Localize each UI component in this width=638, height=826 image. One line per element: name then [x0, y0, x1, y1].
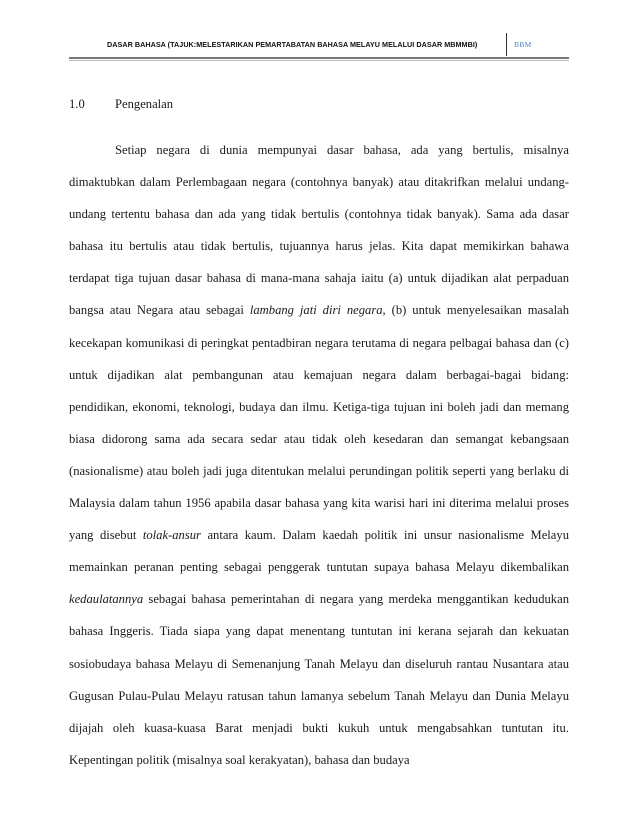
- section-number: 1.0: [69, 97, 85, 111]
- header-tag: BBM: [514, 40, 532, 49]
- section-title: Pengenalan: [115, 97, 174, 111]
- header-rule-thin: [69, 60, 569, 61]
- paragraph-text-3: antara kaum. Dalam kaedah politik ini unsur nasionalisme Melayu memainkan peranan penting sebagai penggerak tuntutan supaya bahasa Melayu dikembalikan: [69, 528, 569, 575]
- header-rule: [69, 57, 569, 59]
- section-heading: [69, 97, 173, 112]
- paragraph-text-1: Setiap negara di dunia mempunyai dasar bahasa, ada yang bertulis, misalnya dimaktubkan dalam Perlembagaan negara (contohnya banyak) atau ditakrifkan melalui undang-undang tertentu bahasa dan ada yang tidak bertulis (contohnya tidak banyak). Sama ada dasar bahasa itu bertulis atau tidak bertulis, tujuannya harus jelas. Kita dapat memikirkan bahawa terdapat tiga tujuan dasar bahasa di mana-mana sahaja iaitu (a) untuk dijadikan alat perpaduan bangsa atau Negara atau sebagai: [69, 143, 569, 318]
- emphasis-kedaulatannya: kedaulatannya: [69, 592, 144, 607]
- emphasis-lambang-jati-diri: lambang jati diri negara: [249, 303, 383, 318]
- body-paragraph: [69, 134, 569, 776]
- emphasis-tolak-ansur: tolak-ansur: [142, 528, 201, 543]
- page-header: [0, 0, 638, 70]
- header-separator: [506, 33, 507, 56]
- paragraph-text-2: , (b) untuk menyelesaikan masalah kecekapan komunikasi di peringkat pentadbiran negara terutama di negara pelbagai bahasa dan (c) untuk dijadikan alat pembangunan atau kemajuan negara dalam berbagai-bagai bidang: pendidikan, ekonomi, teknologi, budaya dan ilmu. Ketiga-tiga tujuan ini boleh jadi dan memang biasa didorong sama ada secara sedar atau tidak oleh kesedaran dan semangat kebangsaan (nasionalisme) atau boleh jadi juga ditentukan melalui perundingan politik seperti yang berlaku di Malaysia dalam tahun 1956 apabila dasar bahasa yang kita warisi hari ini diterima melalui proses yang disebut: [69, 303, 569, 543]
- header-title: DASAR BAHASA (TAJUK:MELESTARIKAN PEMARTABATAN BAHASA MELAYU MELALUI DASAR MBMMBI): [107, 40, 478, 49]
- paragraph-text-4: sebagai bahasa pemerintahan di negara yang merdeka menggantikan kedudukan bahasa Inggeris. Tiada siapa yang dapat menentang tuntutan ini kerana sejarah dan kekuatan sosiobudaya bahasa Melayu di Semenanjung Tanah Melayu dan diseluruh rantau Nusantara atau Gugusan Pulau-Pulau Melayu ratusan tahun lamanya sebelum Tanah Melayu dan Dunia Melayu dijajah oleh kuasa-kuasa Barat menjadi bukti kukuh untuk mengabsahkan tuntutan itu. Kepentingan politik (misalnya soal kerakyatan), bahasa dan budaya: [69, 592, 569, 767]
